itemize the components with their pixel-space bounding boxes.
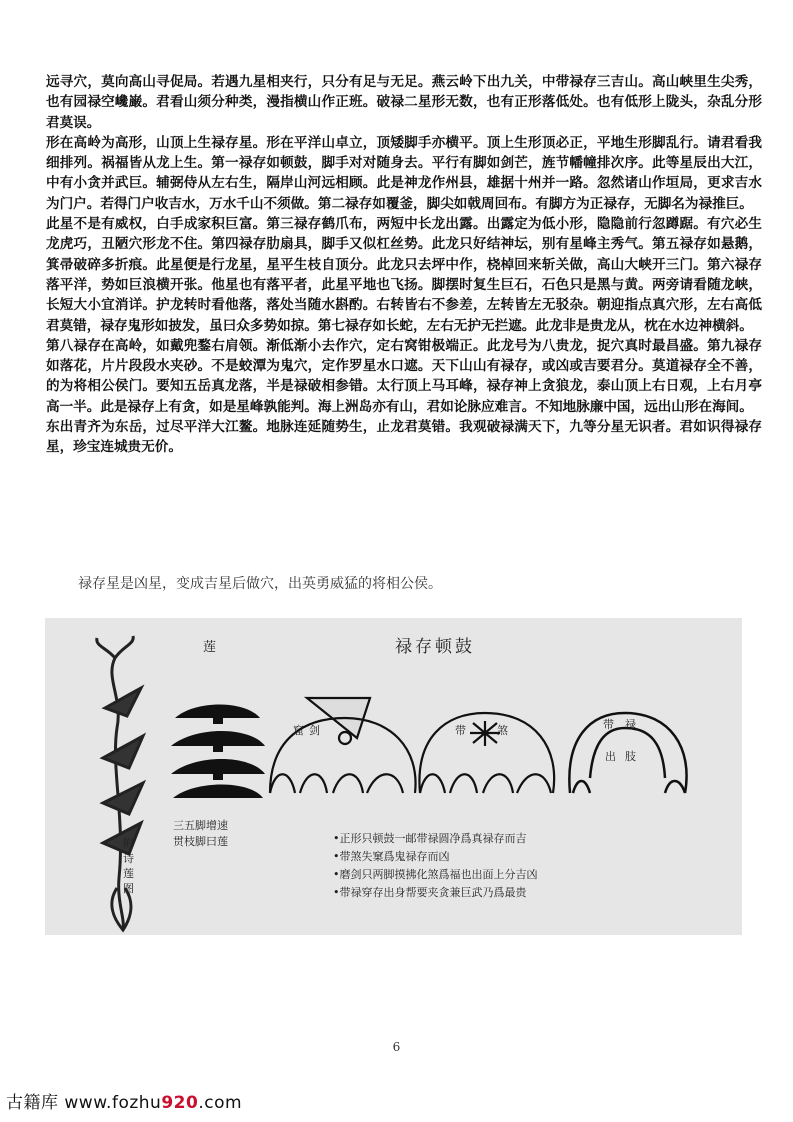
bullet-line: •正形只顿鼓一邮带禄圆净爲真禄存而吉 [333, 832, 527, 845]
mound-3-label-b: 禄 [625, 718, 636, 731]
bullet-line: •磨剑只两脚摸拂化煞爲福也出面上分吉凶 [333, 868, 538, 881]
mound-2-label-a: 带 [455, 724, 466, 737]
mound-3-label-c: 出 [605, 750, 616, 763]
side-label-line: 三五脚增速 [173, 819, 228, 832]
mound-1-label-a: 窟 [293, 724, 304, 737]
vertical-label: 附诗莲图 [123, 837, 134, 895]
watermark [6, 1088, 242, 1113]
paragraph-1: 远寻穴，莫向高山寻促局。若遇九星相夹行，只分有足与无足。燕云岭下出九关，中带禄存三吉山。高山峡里生尖秀，也有园禄空巉巌。君看山须分种类，漫指横山作正班。破禄二星形无数，也有正形落低处。也有低形上陇头，杂乱分形君莫误。 [46, 74, 762, 131]
caption: 禄存星是凶星，变成吉星后做穴，出英勇威猛的将相公侯。 [78, 576, 442, 592]
mound-2-drawing [419, 713, 554, 793]
mound-3-label-d: 肢 [625, 750, 636, 763]
paragraph-2: 形在高岭为高形，山顶上生禄存星。形在平洋山卓立，顶矮脚手亦横平。顶上生形顶必正，平地生形脚乱行。请君看我细排列。祸福皆从龙上生。第一禄存如顿鼓，脚手对对随身去。平行有脚如剑芒，旌节幡幢排次序。此等星辰出大江，中有小贪并武巨。辅弼侍从左右生，隔岸山河远相顾。此是神龙作州县，雄据十州并一路。忽然诸山作垣局，更求吉水为门户。若得门户收吉水，万水千山不须做。第二禄存如覆釜，脚尖如戟周回布。有脚方为正禄存，无脚名为禄推巨。 [46, 134, 762, 212]
watermark-prefix: 古籍库 www.fozhu [6, 1093, 162, 1113]
side-label-line: 贯枝脚曰莲 [173, 835, 228, 848]
side-label [173, 818, 228, 850]
main-text [46, 72, 762, 458]
mound-3-label-a: 带 [603, 718, 614, 731]
paragraph-5: 东出青齐为东岳，过尽平洋大江鳌。地脉连延随势生，止龙君莫错。我观破禄满天下，九等分星无识者。君如识得禄存星，珍宝连城贵无价。 [46, 419, 762, 456]
lotus-label: 莲 [203, 640, 217, 655]
figure-bullets [333, 830, 538, 902]
mound-1-label-b: 剑 [309, 724, 320, 737]
watermark-number: 920 [161, 1093, 199, 1113]
mound-2-label-b: 煞 [497, 724, 508, 737]
watermark-suffix: .com [198, 1093, 243, 1113]
stacked-caps-drawing [171, 705, 265, 799]
page-number: 6 [392, 1040, 401, 1054]
illustration-figure [45, 618, 742, 935]
bullet-line: •带煞失窠爲鬼禄存而凶 [333, 850, 450, 863]
bullet-line: •带禄穿存出身帮要夹贪兼巨武乃爲最贵 [333, 886, 527, 899]
figure-title: 禄存顿鼓 [395, 637, 475, 657]
paragraph-4: 第八禄存在高岭，如戴兜鍪右肩领。渐低渐小去作穴，定右窝钳极端正。此龙号为八贵龙，捉穴真时最昌盛。第九禄存如落花，片片段段水夹砂。不是蛟潭为鬼穴，定作罗星水口遮。天下山山有禄存，或凶或吉要君分。莫道禄存全不善，的为将相公侯门。要知五岳真龙落，半是禄破相参错。太行顶上马耳峰，禄存神上贪狼龙，泰山顶上右日观，上右月亭高一半。此是禄存上有贪，如是星峰孰能判。海上洲岛亦有山，君如论脉应难言。不知地脉廉中国，远出山形在海间。 [46, 337, 762, 415]
paragraph-3: 此星不是有威权，白手成家积巨富。第三禄存鹤爪布，两短中长龙出露。出露定为低小形，隐隐前行忽蹲踞。有穴必生龙虎巧，丑陋穴形龙不住。第四禄存肋扇具，脚手又似杠丝势。此龙只好结神坛，别有星峰主秀气。第五禄存如悬鹅，箕帚破碎多折痕。此星便是行龙星，星平生枝自顶分。此龙只去坪中作，桡棹回来斩关做，高山大峡开三门。第六禄存落平洋，势如巨浪横开张。他星也有落平者，此星平地也飞扬。脚摆时复生巨石，石色只是黑与黄。两旁请看随龙峡，长短大小宜消详。护龙转时看他落，落处当随水斟酌。右转皆右不参差，左转皆左无驳杂。朝迎指点真穴形，左右高低君莫错，禄存鬼形如披发，虽曰众多势如掠。第七禄存如长蛇，左右无护无拦遮。此龙非是贵龙从，枕在水边神横斜。 [46, 216, 762, 334]
mound-1-drawing [270, 698, 416, 793]
